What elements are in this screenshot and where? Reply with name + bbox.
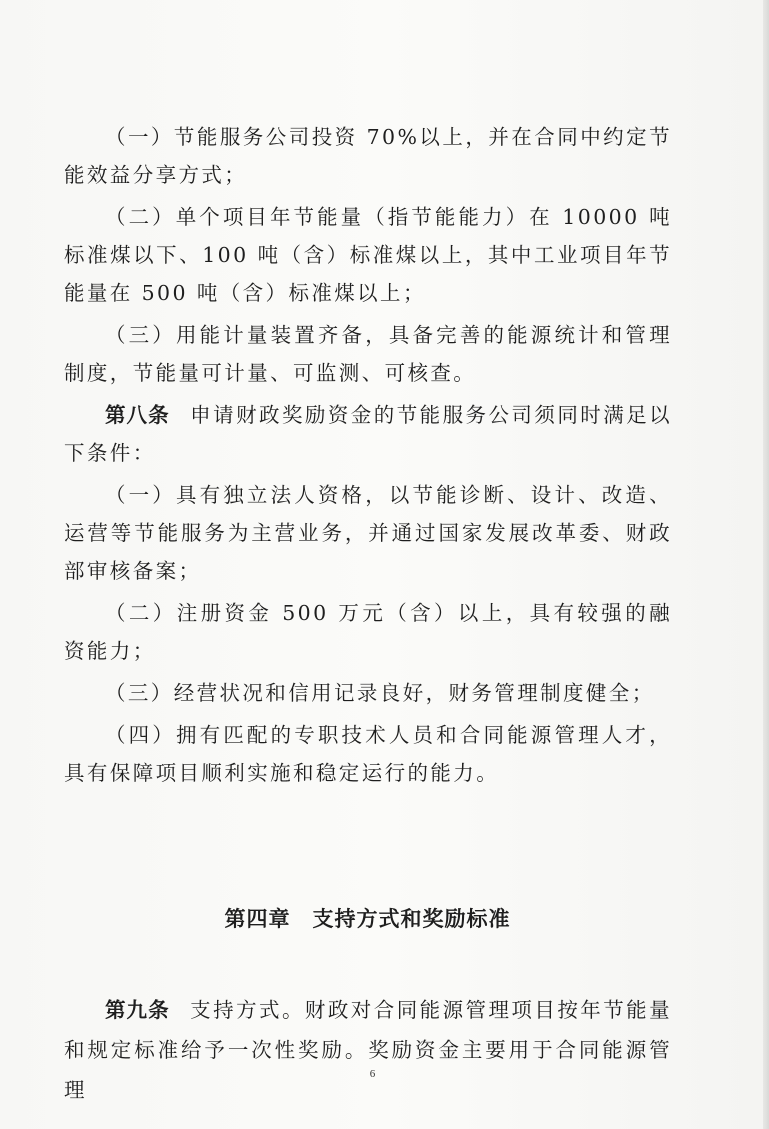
paragraph-condition-2: （二）注册资金 500 万元（含）以上，具有较强的融资能力； [64,601,672,663]
page-number: 6 [369,1068,376,1080]
paragraph-clause-2: （二）单个项目年节能量（指节能能力）在 10000 吨标准煤以下、100 吨（含）标准煤以上，其中工业项目年节能量在 500 吨（含）标准煤以上； [64,205,672,305]
paragraph-article-8: 第八条 申请财政奖励资金的节能服务公司须同时满足以下条件： [64,403,672,465]
paragraph-article-9: 第九条 支持方式。财政对合同能源管理项目按年节能量和规定标准给予一次性奖励。奖励资金主要用于合同能源管理 [64,998,672,1102]
paragraph-clause-3: （三）用能计量装置齐备，具备完善的能源统计和管理制度，节能量可计量、可监测、可核查。 [64,323,672,385]
article-number: 第八条 [105,403,170,427]
paragraph-clause-1: （一）节能服务公司投资 70%以上，并在合同中约定节能效益分享方式； [64,125,672,187]
chapter-title: 支持方式和奖励标准 [312,907,511,931]
paragraph-condition-3: （三）经营状况和信用记录良好，财务管理制度健全； [105,681,655,705]
chapter-number: 第四章 [224,907,291,931]
paragraph-condition-4: （四）拥有匹配的专职技术人员和合同能源管理人才，具有保障项目顺利实施和稳定运行的能力。 [64,723,672,785]
page-edge-shadow [763,0,769,1129]
article-number: 第九条 [105,998,170,1022]
paragraph-condition-1: （一）具有独立法人资格，以节能诊断、设计、改造、运营等节能服务为主营业务，并通过国家发展改革委、财政部审核备案； [64,483,672,583]
chapter-heading [0,903,735,933]
body-text [64,118,672,792]
